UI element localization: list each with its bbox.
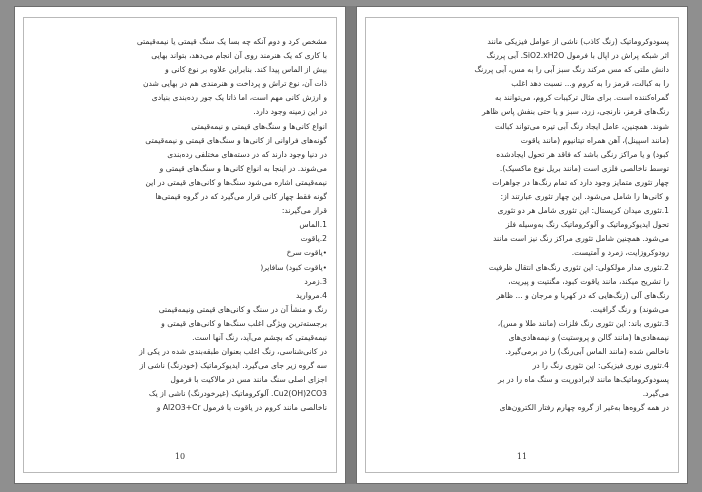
text-line: ناخالص شده (مانند الماس آبی‌رنگ) را در برمی‌گیرد. <box>505 347 669 357</box>
list-item: 3.زمرد <box>304 276 327 286</box>
page-gutter <box>346 6 356 484</box>
text-line: در همه گروه‌ها به‌غیر از گروه چهارم رفتار الکترون‌های <box>499 403 669 413</box>
text-line: رنگ‌های آلی (رنگ‌هایی که در کهربا و مرجان و ... ظاهر <box>496 290 669 300</box>
text-line: می‌شوند. در اینجا به انواع کانی‌ها و سنگ‌های قیمتی و <box>159 163 327 173</box>
list-item: 2.یاقوت <box>300 234 327 244</box>
text-line: برجسته‌ترین ویژگی اغلب سنگ‌ها و کانی‌های قیمتی و <box>161 318 327 328</box>
list-item: 3.تئوری باند: این تئوری رنگ فلزات (مانند طلا و مس)، <box>497 318 669 328</box>
text-line: می‌گیرد. <box>642 389 669 399</box>
list-item: •یاقوت کبود) سافایر( <box>260 262 327 272</box>
text-line: Cu2(OH)2CO3. آلوکروماتیک (غیرخودرنگ) ناشی از یک <box>148 389 327 399</box>
right-page <box>356 6 688 484</box>
section-heading: رنگ و منشأ آن در سنگ و کانی‌های قیمتی ونیمه‌قیمتی <box>158 304 327 314</box>
text-line: رودوکروزایت، زمرد و آمتیست. <box>571 248 669 258</box>
text-line: نیمه‌قیمتی که بچشم می‌آید، رنگ آنها است. <box>192 332 327 342</box>
text-line: نیمه‌قیمتی اشاره می‌شود سنگ‌ها و کانی‌های قیمتی در این <box>145 177 327 187</box>
text-line: با کاری که یک هنرمند روی آن انجام می‌دهد، بتواند بهایی <box>151 51 327 61</box>
text-line: گمراه‌کننده است. برای مثال ترکیبات کروم، می‌توانند به <box>495 93 669 103</box>
text-line: و کانی‌ها را شامل می‌شود. این چهار تئوری عبارتند از: <box>500 192 669 202</box>
page-number: 10 <box>174 452 186 461</box>
text-line: توسط ناخالصی فلزی است (مانند بریل نوع ماکسیک). <box>499 163 669 173</box>
text-line: تحول ایدیوکروماتیک و آلوکروماتیک رنگ به‌وسیله فلز <box>505 220 669 230</box>
list-item: 2.تئوری مدار مولکولی: این تئوری رنگ‌های انتقال ظرفیت <box>488 262 669 272</box>
list-item: 4.مروارید <box>295 290 327 300</box>
left-page <box>14 6 346 484</box>
left-page-text <box>35 35 327 416</box>
text-line: مشخص کرد و دوم آنکه چه بسا یک سنگ قیمتی یا نیمه‌قیمتی <box>136 37 327 46</box>
text-line: شوند. همچنین، عامل ایجاد رنگ آبی تیره می‌تواند کبالت <box>494 121 669 131</box>
list-item: 4.تئوری نوری فیزیکی: این تئوری رنگ را در <box>532 361 669 371</box>
text-line: را به کبالت، قرمز را به کروم و... نسبت دهد اغلب <box>511 79 669 89</box>
text-line: پسودوکروماتیک (رنگ کاذب) ناشی از عوامل فیزیکی مانند <box>487 37 669 46</box>
text-line: دانش ملتی که مس مرکند رنگ سبز آبی را به مس، آبی پررنگ <box>474 65 669 75</box>
text-line: می‌شود. همچنین شامل تئوری مراکز رنگ نیز است مانند <box>493 234 669 244</box>
text-line: اثر شبکه پراش در اپال با فرمول SiO2.xH2O. آبی پررنگ <box>486 51 669 61</box>
text-line: ناخالصی مانند کروم در یاقوت با فرمول Al2O3+Cr و <box>156 403 327 413</box>
text-line: گونه‌های فراوانی از کانی‌ها و سنگ‌های قیمتی و نیمه‌قیمتی <box>145 135 327 145</box>
text-line: نیمه‌هادی‌ها (مانند گالن و پروستیت) و نیمه‌هادی‌های <box>508 332 669 342</box>
text-line: پسودوکروماتیک‌ها مانند لابرادوریت و سنگ ماه را در بر <box>498 375 669 385</box>
text-line: بیش از الماس پیدا کند. بنابراین علاوه بر نوع کانی و <box>165 65 327 75</box>
section-heading: انواع کانی‌ها و سنگ‌های قیمتی و نیمه‌قیمتی <box>191 121 327 131</box>
list-item: 1.الماس <box>299 220 327 230</box>
list-item: •یاقوت سرخ <box>286 248 327 258</box>
right-page-text <box>377 35 669 416</box>
text-line: کبود) و یا مراکز رنگی باشد که فاقد هر تحول ایجادشده <box>496 149 669 159</box>
text-line: و ارزش کانی مهم است، اما ذاتا یک جور رده‌بندی بنیادی <box>151 93 327 103</box>
text-line: رنگ‌های قرمز، نارنجی، زرد، سبز و یا حتی بنفش پاس ظاهر <box>482 107 669 117</box>
text-line: در این زمینه وجود دارد. <box>253 107 327 117</box>
list-item: 1.تئوری میدان کریستال: این تئوری شامل هر دو تئوری <box>497 206 669 216</box>
text-line: گونه فقط چهار کانی قرار می‌گیرد که در گروه قیمتی‌ها <box>155 192 327 202</box>
text-line: سه گروه زیر جای می‌گیرد. ایدیوکرماتیک (خودرنگ) ناشی از <box>139 361 327 371</box>
text-line: در دنیا وجود دارند که در دسته‌های مختلفی رده‌بندی <box>167 149 327 159</box>
text-line: اجزای اصلی سنگ مانند مس در مالاکیت با فرمول <box>170 375 327 385</box>
text-line: چهار تئوری متمایز وجود دارد که تمام رنگ‌ها در جواهرات <box>492 177 669 187</box>
page-number: 11 <box>516 452 528 461</box>
text-line: می‌شوند) و رنگ گرافیت. <box>590 304 669 314</box>
text-line: در کانی‌شناسی، رنگ اغلب بعنوان طبقه‌بندی شده در یکی از <box>139 347 327 357</box>
text-line: (مانند اسپینل)، آهن همراه تیتانیوم (مانند یاقوت <box>520 135 669 145</box>
text-line: را تشریح میکند، مانند یاقوت کبود، مگنتیت و پیریت، <box>508 276 669 286</box>
text-line: ذات آن، نوع تراش و پرداخت و هنرمندی هم در بهایی شدن <box>142 79 327 89</box>
text-line: قرار می‌گیرند: <box>281 206 327 216</box>
